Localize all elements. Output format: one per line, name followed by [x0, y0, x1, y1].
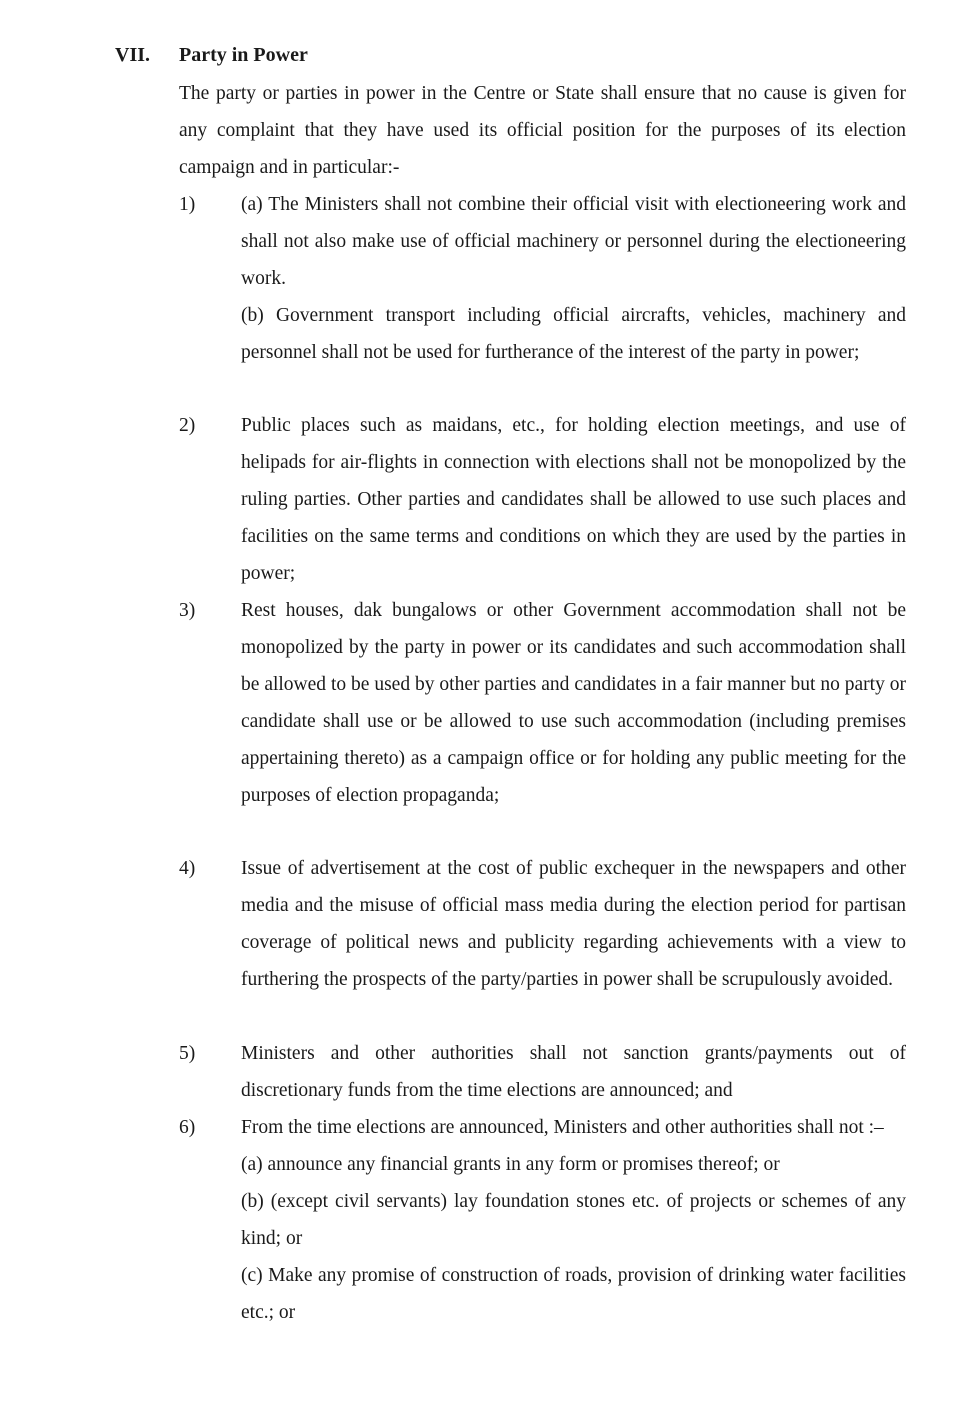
section-intro: The party or parties in power in the Centre or State shall ensure that no cause is given for any complaint that they have used its official position for the purposes of its election campaign and in particular:- — [179, 83, 906, 178]
section-number: VII. — [115, 44, 151, 66]
item-paragraph: Public places such as maidans, etc., for holding election meetings, and use of helipads for air-flights in connection with elections shall not be monopolized by the ruling parties. Other parties and candidates shall be allowed to use such places and facilities on the same terms and conditions on which they are used by the parties in power; — [241, 415, 906, 584]
item-body — [241, 592, 906, 814]
item-paragraph: From the time elections are announced, Ministers and other authorities shall not :– — [241, 1117, 884, 1138]
item-paragraph: Rest houses, dak bungalows or other Government accommodation shall not be monopolized by the party in power or its candidates and such accommodation shall be allowed to be used by other parties and candidates in a fair manner but no party or candidate shall use or be allowed to use such accommodation (including premises appertaining thereto) as a campaign office or for holding any public meeting for the purposes of election propaganda; — [241, 600, 906, 806]
item-body — [241, 850, 906, 998]
item-paragraph: Issue of advertisement at the cost of public exchequer in the newspapers and other media and the misuse of official mass media during the election period for partisan coverage of political news and publicity regarding achievements with a view to furthering the prospects of the party/parties in power shall be scrupulously avoided. — [241, 858, 906, 990]
item-paragraph: (a) The Ministers shall not combine their official visit with electioneering work and shall not also make use of official machinery or personnel during the electioneering work. — [241, 194, 906, 289]
item-number: 3) — [179, 600, 196, 621]
item-paragraph: (c) Make any promise of construction of roads, provision of drinking water facilities etc.; or — [241, 1265, 906, 1323]
item-paragraph: (a) announce any financial grants in any form or promises thereof; or — [241, 1154, 780, 1175]
item-body — [241, 1035, 906, 1109]
item-paragraph: Ministers and other authorities shall not sanction grants/payments out of discretionary funds from the time elections are announced; and — [241, 1043, 906, 1101]
item-paragraph: (b) Government transport including official aircrafts, vehicles, machinery and personnel shall not be used for furtherance of the interest of the party in power; — [241, 305, 906, 363]
item-number: 4) — [179, 858, 196, 879]
item-body — [241, 407, 906, 592]
item-number: 2) — [179, 415, 196, 436]
item-body — [241, 186, 906, 371]
item-number: 5) — [179, 1043, 196, 1064]
section-title: Party in Power — [179, 44, 308, 66]
item-paragraph: (b) (except civil servants) lay foundation stones etc. of projects or schemes of any kind; or — [241, 1191, 906, 1249]
item-body — [241, 1109, 906, 1331]
item-number: 1) — [179, 194, 196, 215]
item-number: 6) — [179, 1117, 196, 1138]
